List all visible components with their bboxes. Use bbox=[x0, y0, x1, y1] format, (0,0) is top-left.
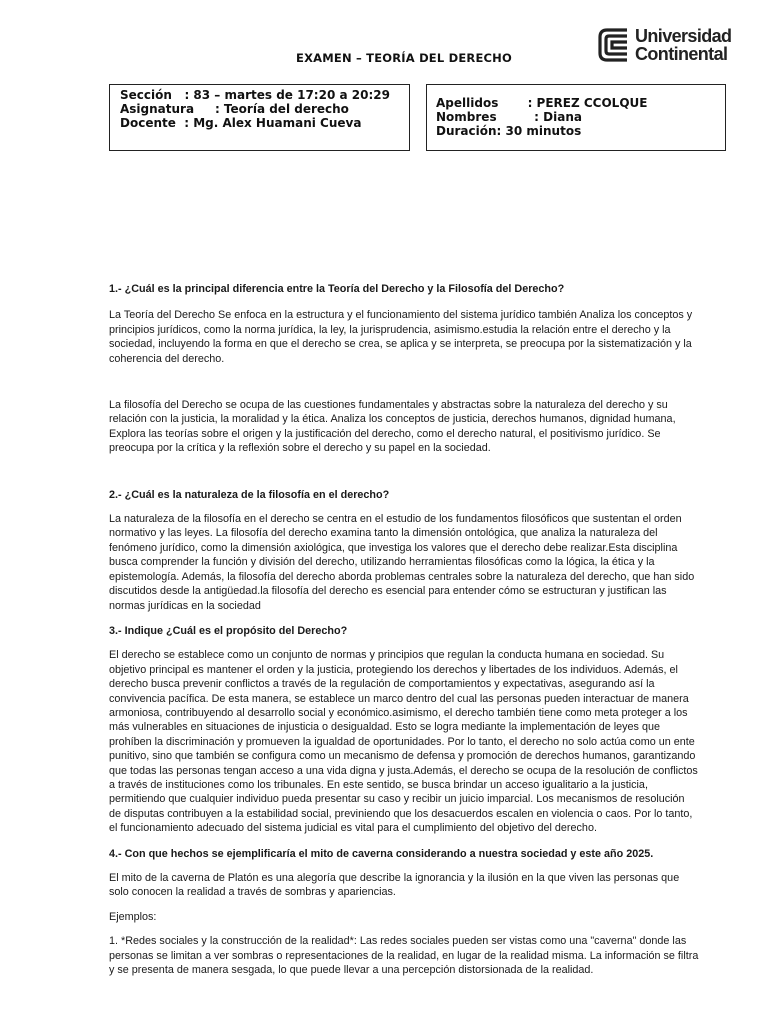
logo-text-line2: Continental bbox=[635, 44, 728, 64]
university-logo bbox=[597, 26, 732, 68]
exam-title: EXAMEN – TEORÍA DEL DERECHO bbox=[296, 51, 512, 65]
answer-4-paragraph-2: Ejemplos: bbox=[109, 910, 157, 923]
logo-text-line1: Universidad bbox=[635, 26, 732, 46]
question-2: 2.- ¿Cuál es la naturaleza de la filosofía en el derecho? bbox=[109, 488, 390, 501]
answer-3-paragraph-1: El derecho se establece como un conjunto de normas y principios que regulan la conducta humana en sociedad. Su objetivo principal es mantener el orden y la justicia, protegiendo los derechos y libertades de los individuos. Además, el derecho busca prevenir conflictos a través de la regulación de comportamientos y expectativas, asegurando así la convivencia pacífica. De esta manera, se establece un marco dentro del cual las personas pueden interactuar de manera armoniosa, contribuyendo al desarrollo social y económico.asimismo, el derecho también tiene como meta proteger a los más vulnerables en situaciones de injusticia o desigualdad. Esto se logra mediante la implementación de leyes que prohíben la discriminación y promueven la igualdad de oportunidades. Por lo tanto, el derecho no solo actúa como un ente punitivo, sino que también se configura como un mecanismo de defensa y promoción de derechos humanos, garantizando que todas las personas tengan acceso a una vida digna y justa.Además, el derecho se ocupa de la resolución de conflictos a través de instituciones como los tribunales. En este sentido, se busca brindar un acceso igualitario a la justicia, permitiendo que cualquier individuo pueda presentar su caso y recibir un juicio imparcial. Los mecanismos de resolución de disputas contribuyen a la estabilidad social, previniendo que los desacuerdos escalen en violencia o caos. Por lo tanto, el funcionamiento adecuado del sistema judicial es vital para el cumplimiento del objetivo del derecho. bbox=[109, 649, 698, 835]
student-info-box bbox=[426, 84, 726, 151]
apellidos-field: Apellidos : PEREZ CCOLQUE bbox=[436, 96, 648, 110]
seccion-field: Sección : 83 – martes de 17:20 a 20:29 bbox=[120, 88, 390, 102]
question-4: 4.- Con que hechos se ejemplificaría el mito de caverna considerando a nuestra sociedad y este año 2025. bbox=[109, 847, 654, 860]
answer-1-paragraph-1: La Teoría del Derecho Se enfoca en la estructura y el funcionamiento del sistema jurídico también Analiza los conceptos y principios jurídicos, como la norma jurídica, la ley, la jurisprudencia, asimismo.estudia la relación entre el derecho y la sociedad, incluyendo la forma en que el derecho se crea, se aplica y se interpreta, se preocupa por la sistematización y la coherencia del derecho. bbox=[109, 309, 693, 365]
answer-4-paragraph-3: 1. *Redes sociales y la construcción de la realidad*: Las redes sociales pueden ser vistas como una "caverna" donde las personas se limitan a ver sombras o representaciones de la realidad, en lugar de la realidad misma. La información se filtra y se presenta de manera sesgada, lo que puede llevar a una percepción distorsionada de la realidad. bbox=[109, 935, 699, 977]
answer-1-paragraph-2: La filosofía del Derecho se ocupa de las cuestiones fundamentales y abstractas sobre la naturaleza del derecho y su relación con la justicia, la moralidad y la ética. Analiza los conceptos de justicia, derechos humanos, dignidad humana, Explora las teorías sobre el origen y la justificación del derecho, como el derecho natural, el positivismo jurídico. Se preocupa por la crítica y la reflexión sobre el derecho y su papel en la sociedad. bbox=[109, 399, 676, 455]
question-3: 3.- Indique ¿Cuál es el propósito del Derecho? bbox=[109, 624, 348, 637]
asignatura-field: Asignatura : Teoría del derecho bbox=[120, 102, 349, 116]
answer-4-paragraph-1: El mito de la caverna de Platón es una alegoría que describe la ignorancia y la ilusión en la que viven las personas que solo conocen la realidad a través de sombras y apariencias. bbox=[109, 872, 680, 899]
duracion-field: Duración: 30 minutos bbox=[436, 124, 582, 138]
exam-content bbox=[109, 282, 699, 977]
docente-field: Docente : Mg. Alex Huamani Cueva bbox=[120, 116, 362, 130]
question-1: 1.- ¿Cuál es la principal diferencia entre la Teoría del Derecho y la Filosofía del Derecho? bbox=[109, 283, 565, 295]
course-info-box bbox=[109, 84, 410, 151]
nombres-field: Nombres : Diana bbox=[436, 110, 582, 124]
continental-logo-icon bbox=[597, 26, 633, 64]
answer-2-paragraph-1: La naturaleza de la filosofía en el derecho se centra en el estudio de los fundamentos filosóficos que sustentan el orden normativo y las leyes. La filosofía del derecho examina tanto la dimensión ontológica, que analiza la naturaleza del fenómeno jurídico, como la dimensión axiológica, que investiga los valores que el derecho debe realizar.Esta disciplina busca comprender la función y división del derecho, utilizando herramientas filosóficas como la lógica, la ética y la epistemología. Además, la filosofía del derecho aborda problemas centrales sobre la naturaleza del derecho, que han sido discutidos desde la antigüedad.la filosofía del derecho es esencial para entender cómo se estructuran y justifican las normas jurídicas en la sociedad bbox=[109, 513, 695, 612]
